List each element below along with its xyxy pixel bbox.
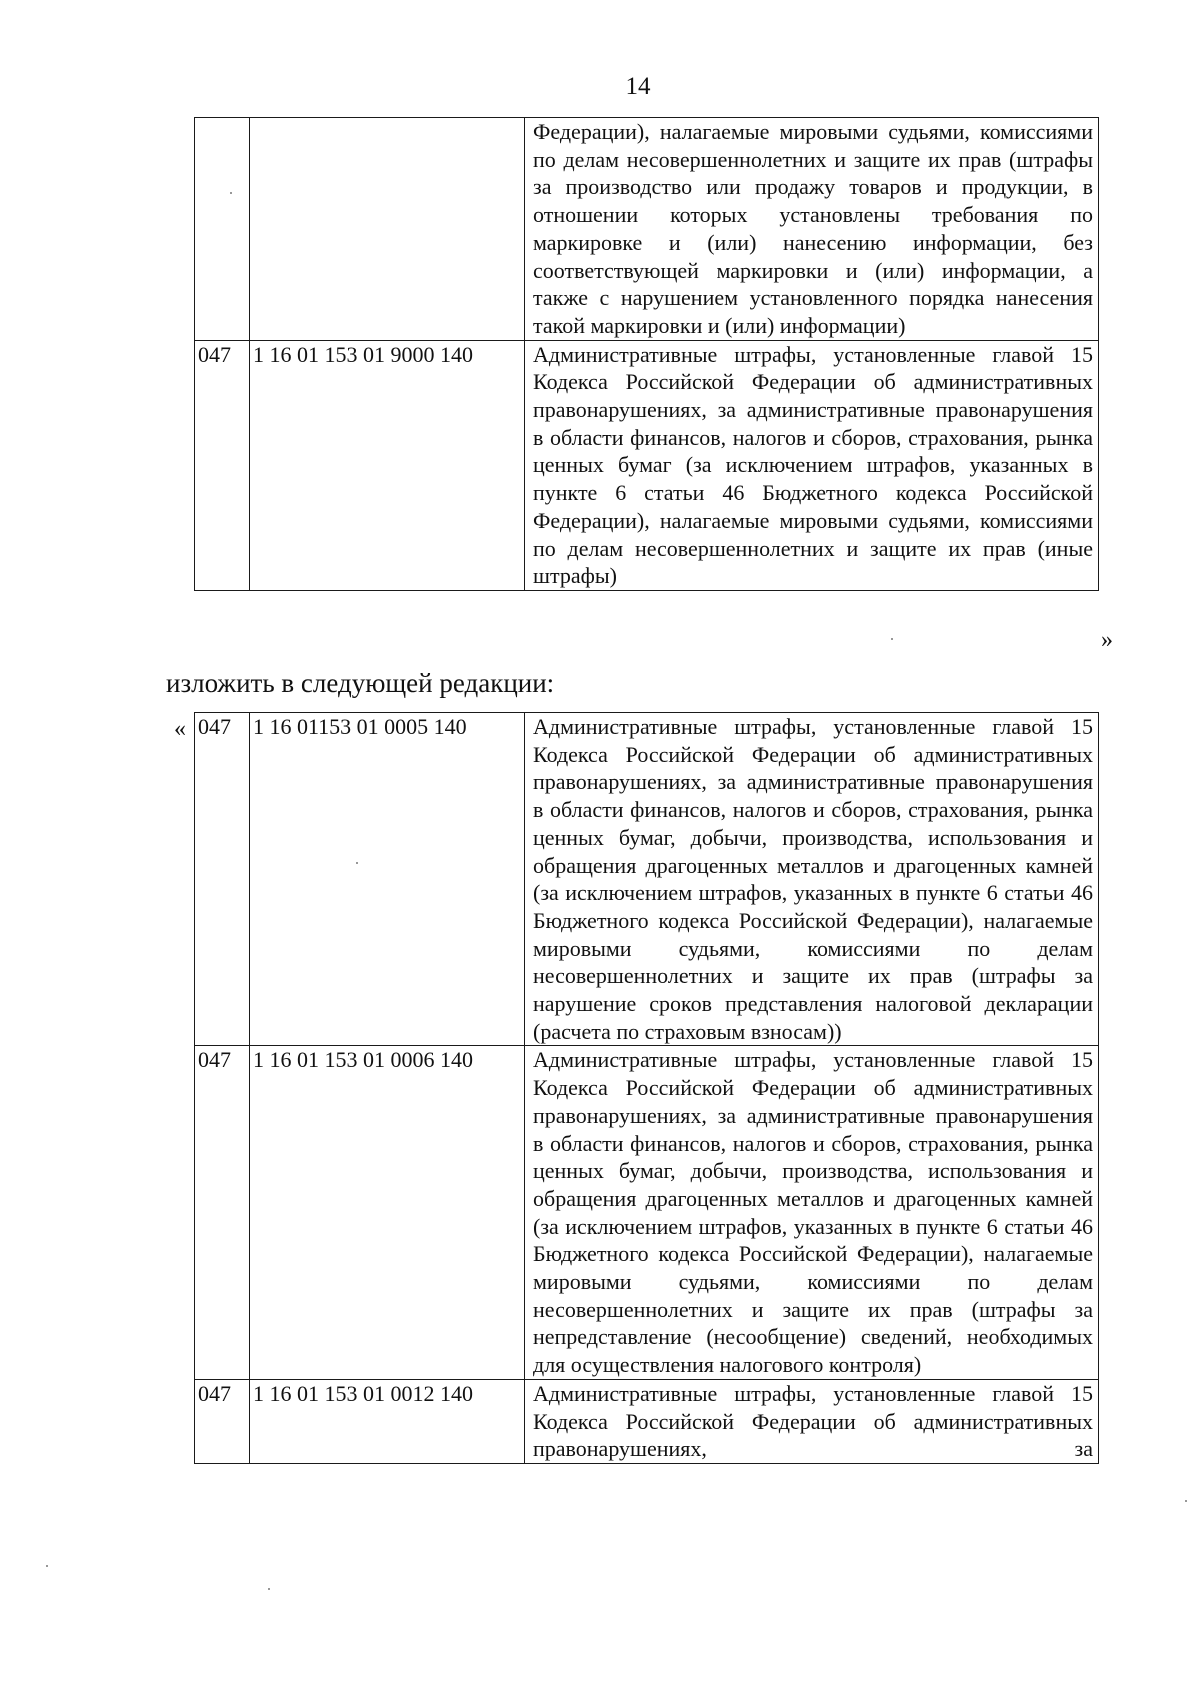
description-cell: Федерации), налагаемые мировыми судьями, комиссиями по делам несовершеннолетних и защите их прав (штрафы за производство или продажу товаров и продукции, в отношении которых установлены требования по маркировке и (или) нанесению информации, без соответствующей маркировки и (или) информации, а также с нарушением установленного порядка нанесения такой маркировки и (или) информации)	[525, 118, 1099, 341]
budget-code-cell: 1 16 01 153 01 9000 140	[250, 340, 525, 590]
budget-codes-table-new	[194, 712, 1099, 1464]
budget-code-cell	[250, 118, 525, 341]
budget-codes-table-old	[194, 117, 1099, 591]
description-cell: Административные штрафы, установленные главой 15 Кодекса Российской Федерации об административных правонарушениях, за административные правонарушения в области финансов, налогов и сборов, страхования, рынка ценных бумаг, добычи, производства, использования и обращения драгоценных металлов и драгоценных камней (за исключением штрафов, указанных в пункте 6 статьи 46 Бюджетного кодекса Российской Федерации), налагаемые мировыми судьями, комиссиями по делам несовершеннолетних и защите их прав (штрафы за нарушение сроков представления налоговой декларации (расчета по страховым взносам))	[525, 713, 1099, 1046]
description-cell: Административные штрафы, установленные главой 15 Кодекса Российской Федерации об административных правонарушениях, за	[525, 1379, 1099, 1463]
budget-code-cell: 1 16 01153 01 0005 140	[250, 713, 525, 1046]
table-row	[195, 118, 1099, 341]
description-cell: Административные штрафы, установленные главой 15 Кодекса Российской Федерации об административных правонарушениях, за административные правонарушения в области финансов, налогов и сборов, страхования, рынка ценных бумаг (за исключением штрафов, указанных в пункте 6 статьи 46 Бюджетного кодекса Российской Федерации), налагаемые мировыми судьями, комиссиями по делам несовершеннолетних и защите их прав (иные штрафы)	[525, 340, 1099, 590]
admin-code-cell: 047	[195, 1046, 250, 1379]
admin-code-cell: 047	[195, 340, 250, 590]
budget-code-cell: 1 16 01 153 01 0006 140	[250, 1046, 525, 1379]
description-cell: Административные штрафы, установленные главой 15 Кодекса Российской Федерации об административных правонарушениях, за административные правонарушения в области финансов, налогов и сборов, страхования, рынка ценных бумаг, добычи, производства, использования и обращения драгоценных металлов и драгоценных камней (за исключением штрафов, указанных в пункте 6 статьи 46 Бюджетного кодекса Российской Федерации), налагаемые мировыми судьями, комиссиями по делам несовершеннолетних и защите их прав (штрафы за непредставление (несообщение) сведений, необходимых для осуществления налогового контроля)	[525, 1046, 1099, 1379]
closing-quote: »	[1101, 627, 1113, 653]
admin-code-cell: 047	[195, 1379, 250, 1463]
opening-quote: «	[174, 716, 186, 742]
amendment-instruction: изложить в следующей редакции:	[166, 668, 555, 698]
table-row	[195, 1046, 1099, 1379]
admin-code-cell	[195, 118, 250, 341]
page-number: 14	[625, 73, 651, 100]
table-row	[195, 713, 1099, 1046]
budget-code-cell: 1 16 01 153 01 0012 140	[250, 1379, 525, 1463]
admin-code-cell: 047	[195, 713, 250, 1046]
table-row	[195, 1379, 1099, 1463]
table-row	[195, 340, 1099, 590]
